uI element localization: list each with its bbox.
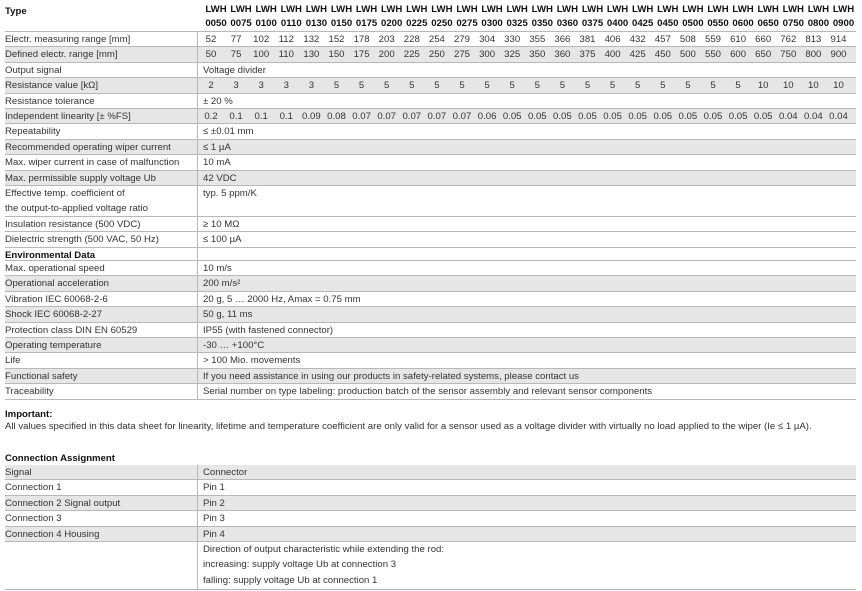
spec-label-line2: the output-to-applied voltage ratio [5, 203, 148, 215]
spec-value: 150 [328, 49, 345, 61]
model-code: 0650 [757, 18, 779, 29]
spec-value: 750 [780, 49, 797, 61]
model-prefix: LWH [606, 4, 629, 15]
environmental-title-row [5, 248, 856, 261]
spec-value: 10 [757, 80, 769, 92]
spec-value: 0.1 [279, 111, 293, 122]
model-prefix: LWH [431, 4, 453, 15]
spec-value: 203 [378, 34, 395, 45]
spec-value: Serial number on type labeling: production batch of the sensor assembly and relevant sensor components [203, 386, 653, 398]
connection-note: falling: supply voltage Ub at connection 1 [203, 574, 378, 586]
spec-value: 432 [629, 34, 646, 45]
model-code: 0350 [531, 18, 553, 29]
spec-value: 5 [409, 80, 415, 92]
model-prefix: LWH [381, 4, 403, 15]
connection-note: Direction of output characteristic while extending the rod: [203, 544, 445, 555]
spec-row [5, 307, 856, 322]
spec-value: 178 [353, 34, 370, 45]
spec-value: 20 g, 5 … 2000 Hz, Amax = 0.75 mm [203, 293, 361, 305]
model-prefix: LWH [782, 4, 804, 15]
spec-value: 132 [303, 34, 320, 45]
connection-row [5, 527, 856, 542]
spec-value: 10 mA [203, 157, 231, 169]
spec-value: 50 g, 11 ms [203, 309, 253, 321]
model-prefix: LWH [506, 4, 528, 15]
spec-value: 0.1 [229, 111, 243, 122]
spec-value: 0.05 [527, 111, 547, 122]
spec-value: 5 [484, 80, 490, 92]
spec-value: If you need assistance in using our products in safety-related systems, please contact us [203, 370, 579, 382]
spec-value: 102 [253, 34, 270, 45]
spec-value: 5 [584, 80, 591, 92]
model-code: 0300 [481, 18, 503, 29]
model-prefix: LWH [556, 4, 579, 15]
spec-row [5, 261, 856, 276]
spec-value: 5 [434, 80, 440, 92]
connection-signal: Connection 2 Signal output [5, 497, 121, 509]
spec-value: Voltage divider [203, 64, 266, 76]
spec-value: 0.2 [204, 111, 218, 122]
spec-value: 50 [205, 49, 217, 61]
connection-divider [197, 465, 198, 590]
spec-value: 914 [830, 34, 847, 45]
spec-label: Recommended operating wiper current [5, 141, 171, 153]
spec-value: 0.05 [578, 111, 597, 122]
model-prefix: LWH [832, 4, 855, 15]
model-prefix: LWH [456, 4, 478, 15]
connection-pin: Pin 1 [203, 482, 225, 494]
connection-signal: Connection 1 [5, 482, 62, 494]
spec-value: 0.05 [553, 111, 572, 122]
spec-value: 254 [428, 34, 445, 45]
model-code: 0110 [280, 18, 302, 29]
model-prefix: LWH [280, 4, 302, 15]
spec-row [5, 94, 856, 109]
spec-label: Independent linearity [± %FS] [5, 111, 131, 122]
spec-value: 366 [554, 34, 571, 45]
spec-row [5, 338, 856, 353]
spec-value: 3 [308, 80, 315, 92]
spec-label: Vibration IEC 60068-2-6 [5, 293, 108, 305]
model-code: 0400 [606, 18, 629, 29]
spec-value: 0.05 [703, 111, 723, 122]
model-code: 0900 [832, 18, 855, 29]
model-code: 0375 [581, 18, 604, 29]
spec-value: 0.05 [502, 111, 522, 122]
spec-value: 0.05 [728, 111, 748, 122]
spec-row [5, 78, 856, 93]
spec-label: Electr. measuring range [mm] [5, 34, 131, 45]
spec-value: 650 [755, 49, 772, 61]
spec-value: 5 [358, 80, 365, 92]
spec-value: 610 [730, 34, 747, 45]
model-code: 0325 [506, 18, 528, 29]
spec-value: 175 [353, 49, 370, 61]
spec-row [5, 32, 856, 47]
spec-row [5, 369, 856, 384]
spec-label: Insulation resistance (500 VDC) [5, 218, 141, 230]
model-code: 0550 [707, 18, 729, 29]
spec-value: 330 [504, 34, 521, 45]
spec-value: 0.07 [352, 111, 371, 122]
spec-row [5, 323, 856, 338]
spec-value: 0.07 [402, 111, 422, 122]
spec-label: Resistance value [kΩ] [5, 80, 99, 92]
spec-row [5, 217, 856, 232]
spec-value: 5 [509, 80, 515, 92]
model-prefix: LWH [230, 4, 252, 15]
spec-value: 3 [258, 80, 264, 92]
spec-value: typ. 5 ppm/K [203, 188, 257, 199]
spec-value: ≥ 10 MΩ [203, 218, 240, 230]
spec-label: Output signal [5, 64, 62, 76]
spec-value: 0.08 [327, 111, 346, 122]
spec-value: 112 [278, 34, 294, 45]
spec-label: Max. operational speed [5, 263, 105, 274]
spec-label: Functional safety [5, 370, 78, 382]
model-code: 0175 [355, 18, 378, 29]
connection-pin: Pin 3 [203, 513, 225, 525]
model-code: 0100 [255, 18, 277, 29]
model-code: 0050 [205, 18, 227, 29]
connection-signal: Connection 3 [5, 513, 62, 525]
spec-value: 10 [808, 80, 819, 92]
spec-value: 77 [230, 34, 242, 45]
spec-row [5, 232, 856, 247]
spec-row [5, 171, 856, 186]
spec-value: > 100 Mio. movements [203, 355, 301, 367]
spec-value: 550 [704, 49, 721, 61]
spec-value: 152 [328, 34, 345, 45]
spec-value: 300 [479, 49, 496, 61]
spec-label: Defined electr. range [mm] [5, 49, 118, 61]
spec-value: 0.07 [377, 111, 397, 122]
spec-value: 5 [609, 80, 616, 92]
spec-value: 5 [635, 80, 641, 92]
spec-value: 0.1 [254, 111, 268, 122]
model-prefix: LWH [406, 4, 428, 15]
important-title: Important: [5, 409, 53, 420]
spec-value: 5 [534, 80, 540, 92]
spec-value: 225 [403, 49, 420, 61]
spec-value: 600 [730, 49, 747, 61]
spec-label: Operating temperature [5, 340, 102, 351]
spec-label: Dielectric strength (500 VAC, 50 Hz) [5, 234, 159, 246]
model-code: 0360 [556, 18, 579, 29]
spec-value: 355 [529, 34, 546, 45]
spec-label: Effective temp. coefficient of [5, 188, 125, 199]
model-prefix: LWH [707, 4, 729, 15]
spec-value: 100 [253, 49, 270, 61]
spec-value: 10 [833, 80, 844, 92]
spec-row [5, 63, 856, 78]
spec-label: Shock IEC 60068-2-27 [5, 309, 103, 321]
spec-value: ± 20 % [203, 95, 233, 107]
spec-value: 275 [453, 49, 470, 61]
spec-row [5, 384, 856, 399]
model-prefix: LWH [682, 4, 704, 15]
spec-value: 425 [629, 49, 646, 61]
model-prefix: LWH [657, 4, 679, 15]
spec-label: Repeatability [5, 126, 61, 138]
spec-value: 0.05 [628, 111, 648, 122]
model-code: 0425 [632, 18, 654, 29]
spec-row [5, 353, 856, 368]
spec-label: Traceability [5, 386, 54, 398]
spec-value: 0.04 [778, 111, 798, 122]
spec-value: ≤ 100 µA [203, 234, 242, 246]
spec-value: 5 [685, 80, 691, 92]
connection-pin: Pin 2 [203, 497, 225, 509]
spec-value: 5 [459, 80, 465, 92]
spec-value: 3 [233, 80, 239, 92]
spec-row [5, 276, 856, 291]
spec-row [5, 140, 856, 155]
spec-row-temp-coefficient [5, 186, 856, 217]
model-prefix: LWH [255, 4, 277, 15]
environmental-title: Environmental Data [5, 249, 96, 261]
spec-value: 110 [278, 49, 294, 61]
important-text: All values specified in this data sheet for linearity, lifetime and temperature coefficient are only valid for a sensor used as a voltage divider with virtually no load applied to the wiper (Ie ≤ 1 µA). [5, 421, 812, 432]
model-code: 0075 [230, 18, 252, 29]
model-code: 0225 [406, 18, 428, 29]
spec-value: 350 [529, 49, 546, 61]
spec-value: 279 [453, 34, 470, 45]
spec-row [5, 292, 856, 307]
spec-value: 0.04 [829, 111, 848, 122]
model-code: 0450 [657, 18, 679, 29]
connection-row [5, 496, 856, 511]
model-prefix: LWH [531, 4, 553, 15]
spec-value: 900 [830, 49, 847, 61]
spec-value: 360 [554, 49, 571, 61]
type-label: Type [5, 6, 27, 17]
spec-value: ≤ ±0.01 mm [203, 126, 254, 138]
connection-header-row [5, 465, 856, 480]
spec-label: Max. permissible supply voltage Ub [5, 172, 156, 184]
spec-value: 250 [428, 49, 445, 61]
spec-value: 508 [679, 34, 696, 45]
spec-value: 406 [604, 34, 621, 45]
connection-title: Connection Assignment [5, 453, 115, 464]
model-prefix: LWH [807, 4, 830, 15]
spec-value: 75 [230, 49, 242, 61]
spec-value: 762 [780, 34, 797, 45]
connector-header: Connector [203, 467, 248, 478]
spec-label: Protection class DIN EN 60529 [5, 324, 138, 336]
spec-value: ≤ 1 µA [203, 141, 231, 153]
model-prefix: LWH [581, 4, 604, 15]
model-code: 0130 [305, 18, 328, 29]
model-code: 0600 [732, 18, 754, 29]
model-code: 0500 [682, 18, 704, 29]
spec-value: 0.04 [804, 111, 823, 122]
spec-value: 42 VDC [203, 172, 237, 184]
spec-row [5, 124, 856, 139]
spec-value: 228 [403, 34, 420, 45]
spec-value: 304 [479, 34, 496, 45]
type-header-row [5, 3, 856, 32]
spec-value: 450 [654, 49, 671, 61]
model-code: 0250 [431, 18, 453, 29]
spec-label: Max. wiper current in case of malfunction [5, 157, 180, 169]
spec-label: Resistance tolerance [5, 95, 95, 107]
spec-value: 5 [710, 80, 716, 92]
spec-value: 0.05 [678, 111, 698, 122]
spec-value: 130 [303, 49, 320, 61]
connection-row [5, 511, 856, 526]
spec-value: 800 [805, 49, 822, 61]
model-prefix: LWH [757, 4, 779, 15]
model-code: 0200 [381, 18, 403, 29]
spec-row [5, 47, 856, 62]
spec-value: 559 [704, 34, 721, 45]
spec-value: 0.05 [603, 111, 622, 122]
model-prefix: LWH [355, 4, 378, 15]
model-prefix: LWH [205, 4, 227, 15]
model-code: 0750 [782, 18, 804, 29]
model-code: 0275 [456, 18, 478, 29]
spec-value: 381 [579, 34, 596, 45]
connection-pin: Pin 4 [203, 528, 225, 540]
spec-label: Life [5, 355, 21, 367]
spec-row [5, 109, 856, 124]
column-divider [197, 32, 198, 400]
spec-value: 325 [504, 49, 521, 61]
model-prefix: LWH [632, 4, 654, 15]
spec-value: 52 [205, 34, 217, 45]
spec-value: 0.05 [653, 111, 673, 122]
connection-notes-row [5, 542, 856, 590]
model-prefix: LWH [481, 4, 503, 15]
model-prefix: LWH [305, 4, 328, 15]
spec-value: 10 [782, 80, 794, 92]
spec-value: 0.07 [452, 111, 472, 122]
model-code: 0800 [807, 18, 830, 29]
spec-value: 0.09 [302, 111, 321, 122]
spec-value: 5 [735, 80, 741, 92]
spec-value: 5 [660, 80, 666, 92]
spec-value: 2 [208, 80, 214, 92]
connection-row [5, 480, 856, 495]
connection-note: increasing: supply voltage Ub at connection 3 [203, 559, 397, 571]
spec-value: 3 [283, 80, 289, 92]
spec-value: IP55 (with fastened connector) [203, 324, 334, 336]
spec-value: 457 [654, 34, 671, 45]
connection-signal: Connection 4 Housing [5, 528, 100, 540]
spec-value: 5 [333, 80, 340, 92]
spec-value: 5 [559, 80, 566, 92]
spec-value: 660 [755, 34, 772, 45]
spec-value: 500 [679, 49, 696, 61]
spec-label: Operational acceleration [5, 278, 109, 290]
signal-header: Signal [5, 467, 32, 478]
spec-value: 375 [579, 49, 596, 61]
spec-value: 0.07 [427, 111, 447, 122]
spec-value: 0.06 [477, 111, 497, 122]
spec-value: 0.05 [753, 111, 773, 122]
model-prefix: LWH [732, 4, 754, 15]
model-code: 0150 [330, 18, 353, 29]
spec-value: 5 [384, 80, 390, 92]
spec-value: 200 [378, 49, 395, 61]
spec-row [5, 155, 856, 170]
spec-value: 10 m/s [203, 263, 232, 274]
spec-value: 813 [805, 34, 822, 45]
model-prefix: LWH [330, 4, 353, 15]
spec-value: 200 m/s² [203, 278, 241, 290]
spec-value: 400 [604, 49, 621, 61]
spec-value: -30 … +100°C [203, 340, 265, 351]
